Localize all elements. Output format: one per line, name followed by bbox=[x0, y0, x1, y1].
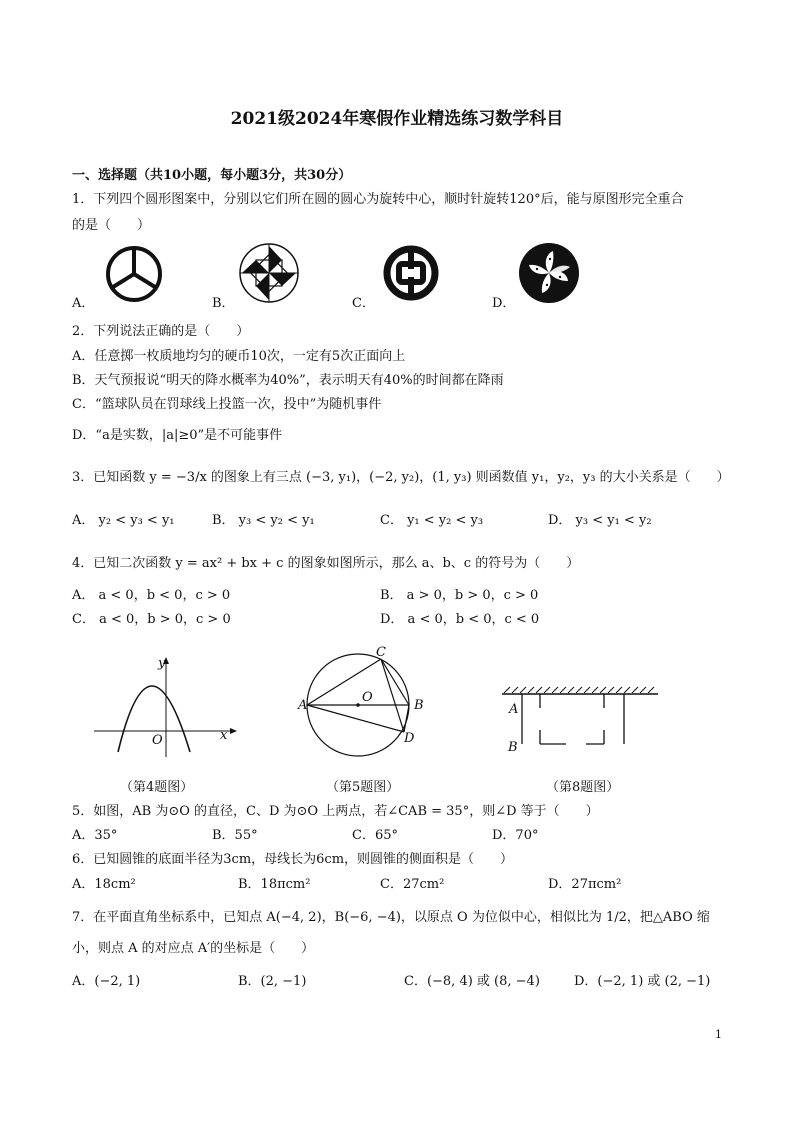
q7-line2: 小，则点 A 的对应点 A′的坐标是（ ） bbox=[72, 941, 315, 956]
figure-d-bauhinia-icon bbox=[518, 242, 580, 304]
q1-line2: 的是（ ） bbox=[72, 218, 151, 233]
q2-option-d: D．“a是实数，|a|≥0”是不可能事件 bbox=[72, 428, 283, 443]
q2-stem: 2．下列说法正确的是（ ） bbox=[72, 324, 250, 339]
q4-figure-caption: （第4题图） bbox=[120, 780, 194, 795]
q5-option-c: C．65° bbox=[352, 828, 398, 843]
figure-c-coin-emblem-icon bbox=[382, 244, 440, 302]
q7-line1: 7．在平面直角坐标系中，已知点 A(−4, 2)，B(−6, −4)，以原点 O 为位似中心，相似比为 1/2，把△ABO 缩 bbox=[72, 910, 710, 925]
page-title: 2021级2024年寒假作业精选练习数学科目 bbox=[230, 109, 564, 129]
q7-option-b: B．(2, −1) bbox=[238, 974, 307, 989]
q1-option-b: B． bbox=[212, 296, 235, 311]
q3-stem: 3．已知函数 y = −3/x 的图象上有三点 (−3, y₁)，(−2, y₂)，(1, y₃) 则函数值 y₁，y₂，y₃ 的大小关系是（ ） bbox=[72, 470, 730, 485]
q4-option-b: B． a > 0，b > 0，c > 0 bbox=[380, 588, 539, 603]
q3-option-d: D． y₃ < y₁ < y₂ bbox=[548, 513, 652, 528]
q4-stem: 4．已知二次函数 y = ax² + bx + c 的图象如图所示，那么 a、b、c 的符号为（ ） bbox=[72, 556, 580, 571]
q5-point-a: A bbox=[298, 698, 308, 713]
q8-point-b: B bbox=[508, 740, 518, 755]
q4-origin-label: O bbox=[152, 733, 163, 748]
q3-option-b: B． y₃ < y₂ < y₁ bbox=[212, 513, 315, 528]
q3-option-c: C． y₁ < y₂ < y₃ bbox=[380, 513, 484, 528]
q5-stem: 5．如图，AB 为⊙O 的直径，C、D 为⊙O 上两点，若∠CAB = 35°，则∠D 等于（ ） bbox=[72, 804, 599, 819]
q8-figure-caption: （第8题图） bbox=[546, 780, 620, 795]
q2-option-a: A．任意掷一枚质地均匀的硬币10次，一定有5次正面向上 bbox=[72, 349, 406, 364]
q4-x-label: x bbox=[220, 728, 228, 743]
q8-point-a: A bbox=[509, 702, 519, 717]
q1-option-c: C． bbox=[352, 296, 375, 311]
q6-option-d: D．27πcm² bbox=[548, 877, 622, 892]
q5-point-b: B bbox=[414, 698, 424, 713]
q6-option-a: A．18cm² bbox=[72, 877, 136, 892]
q1-line1: 1．下列四个圆形图案中，分别以它们所在圆的圆心为旋转中心，顺时针旋转120°后，能与原图形完全重合 bbox=[72, 192, 684, 207]
page-number: 1 bbox=[715, 1028, 722, 1041]
q7-option-d: D．(−2, 1) 或 (2, −1) bbox=[574, 974, 711, 989]
q5-option-b: B．55° bbox=[212, 828, 258, 843]
q6-option-b: B．18πcm² bbox=[238, 877, 311, 892]
q6-stem: 6．已知圆锥的底面半径为3cm，母线长为6cm，则圆锥的侧面积是（ ） bbox=[72, 852, 514, 867]
figure-b-pinwheel-icon bbox=[238, 242, 300, 304]
q4-option-d: D． a < 0，b < 0，c < 0 bbox=[380, 612, 540, 627]
q8-ceiling-figure bbox=[500, 684, 660, 754]
q5-option-a: A．35° bbox=[72, 828, 118, 843]
q5-point-c: C bbox=[376, 645, 386, 660]
q2-option-b: B．天气预报说“明天的降水概率为40%”，表示明天有40%的时间都在降雨 bbox=[72, 373, 504, 388]
q5-circle-figure bbox=[304, 650, 414, 760]
q7-option-a: A．(−2, 1) bbox=[72, 974, 141, 989]
q5-point-d: D bbox=[404, 731, 415, 746]
q4-y-label: y bbox=[158, 656, 166, 671]
figure-a-three-spoke-icon bbox=[104, 244, 164, 304]
q4-parabola-figure bbox=[92, 652, 242, 762]
q7-option-c: C．(−8, 4) 或 (8, −4) bbox=[404, 974, 540, 989]
q5-figure-caption: （第5题图） bbox=[326, 780, 400, 795]
q4-option-c: C． a < 0，b > 0，c > 0 bbox=[72, 612, 231, 627]
q2-option-c: C．“篮球队员在罚球线上投篮一次，投中”为随机事件 bbox=[72, 397, 382, 412]
q5-option-d: D．70° bbox=[492, 828, 539, 843]
q3-option-a: A． y₂ < y₃ < y₁ bbox=[72, 513, 175, 528]
q6-option-c: C．27cm² bbox=[380, 877, 445, 892]
q5-center-o: O bbox=[362, 690, 373, 705]
q1-option-d: D． bbox=[492, 296, 516, 311]
q4-option-a: A． a < 0，b < 0，c > 0 bbox=[72, 588, 231, 603]
q1-option-a: A． bbox=[72, 296, 95, 311]
section-heading: 一、选择题（共10小题，每小题3分，共30分） bbox=[72, 168, 352, 183]
